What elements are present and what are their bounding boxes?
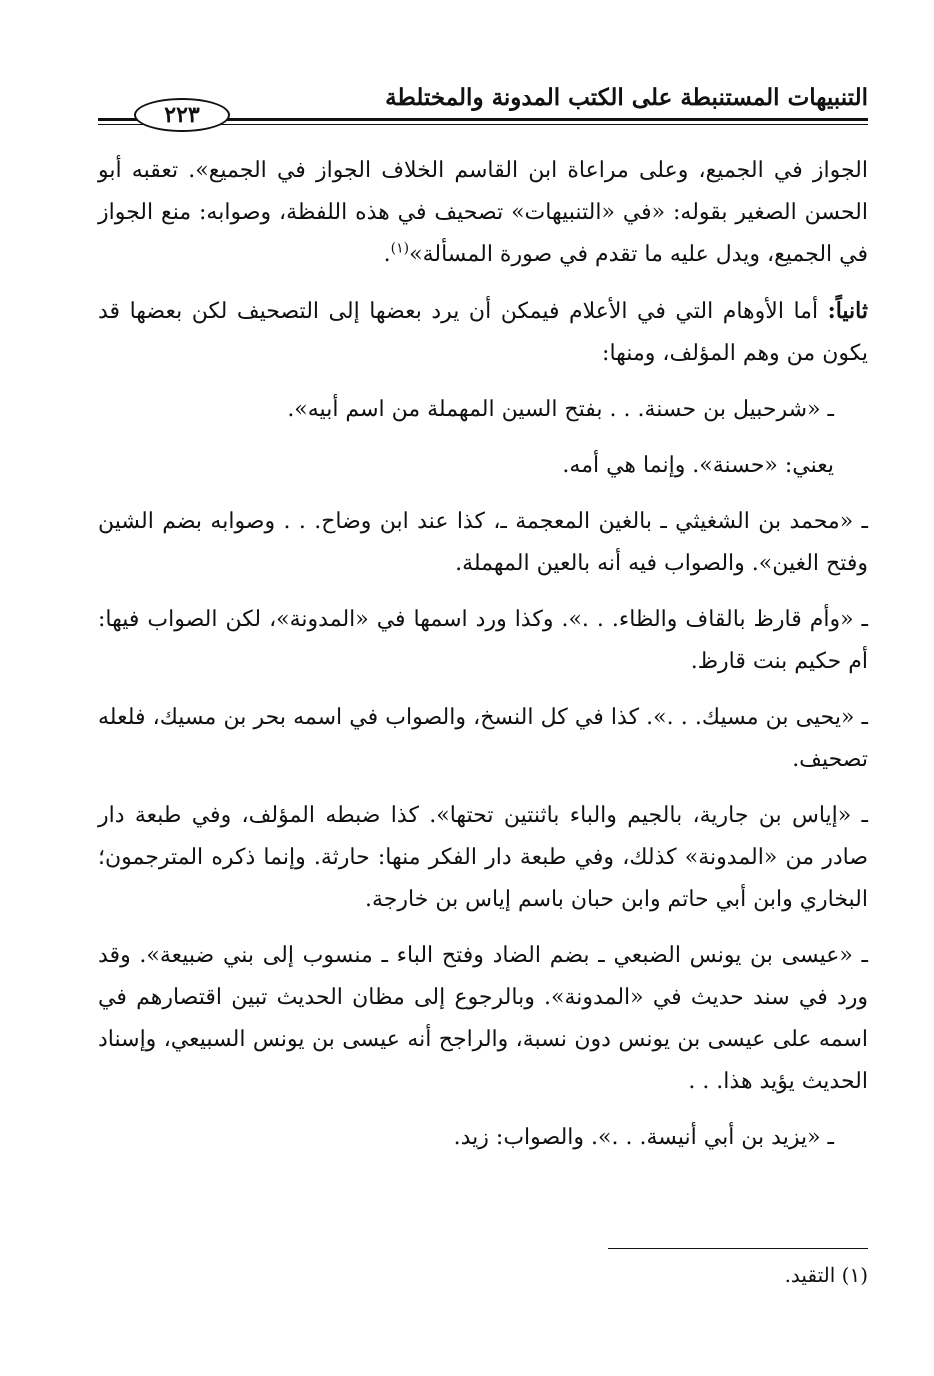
list-item: ـ «محمد بن الشغيثي ـ بالغين المعجمة ـ، كذا عند ابن وضاح. . . وصوابه بضم الشين وفتح الغين». والصواب فيه أنه بالعين المهملة. — [98, 509, 868, 576]
paragraph: يعني: «حسنة». وإنما هي أمه. — [562, 453, 834, 478]
running-title: التنبيهات المستنبطة على الكتب المدونة والمختلطة — [385, 84, 868, 111]
list-item: ـ «يحيى بن مسيك. . .». كذا في كل النسخ، والصواب في اسمه بحر بن مسيك، فلعله تصحيف. — [98, 705, 868, 772]
page-number-badge: ٢٢٣ — [134, 98, 230, 132]
page-body — [98, 0, 868, 1376]
footnote-text: التقيد. — [784, 1263, 836, 1287]
paragraph — [98, 290, 868, 375]
footnote — [785, 1260, 868, 1290]
footnote-reference: (١) — [390, 240, 410, 257]
paragraph-text: أما الأوهام التي في الأعلام فيمكن أن يرد بعضها إلى التصحيف لكن بعضها قد يكون من وهم المؤلف، ومنها: — [98, 299, 868, 366]
main-text — [98, 150, 868, 1173]
list-item: ـ «عيسى بن يونس الضبعي ـ بضم الضاد وفتح الباء ـ منسوب إلى بني ضبيعة». وقد ورد في سند حديث في «المدونة». وبالرجوع إلى مظان الحديث تبين اقتصارهم في اسمه على عيسى بن يونس دون نسبة، والراجح أنه عيسى بن يونس السبيعي، وإسناد الحديث يؤيد هذا. . . — [98, 943, 868, 1094]
list-item: ـ «إياس بن جارية، بالجيم والباء باثنتين تحتها». كذا ضبطه المؤلف، وفي طبعة دار صادر من «المدونة» كذلك، وفي طبعة دار الفكر منها: حارثة. وإنما ذكره المترجمون؛ البخاري وابن أبي حاتم وابن حبان باسم إياس بن خارجة. — [98, 803, 868, 912]
running-header — [98, 78, 868, 128]
list-item: ـ «وأم قارظ بالقاف والظاء. . .». وكذا ورد اسمها في «المدونة»، لكن الصواب فيها: أم حكيم بنت قارظ. — [98, 607, 868, 674]
section-lead-word: ثانياً: — [827, 298, 868, 324]
footnote-marker: (١) — [841, 1263, 868, 1287]
paragraph — [98, 150, 868, 276]
list-item: ـ «يزيد بن أبي أنيسة. . .». والصواب: زيد. — [453, 1125, 834, 1150]
list-item: ـ «شرحبيل بن حسنة. . . بفتح السين المهملة من اسم أبيه». — [287, 397, 834, 422]
paragraph-text: الجواز في الجميع، وعلى مراعاة ابن القاسم الخلاف الجواز في الجميع». تعقبه أبو الحسن الصغير بقوله: «في «التنبيهات» تصحيف في هذه اللفظة، وصوابه: منع الجواز في الجميع، ويدل عليه ما تقدم في صورة المسألة» — [98, 158, 868, 267]
paragraph-end-mark: . — [383, 242, 391, 267]
footnote-separator — [608, 1248, 868, 1249]
